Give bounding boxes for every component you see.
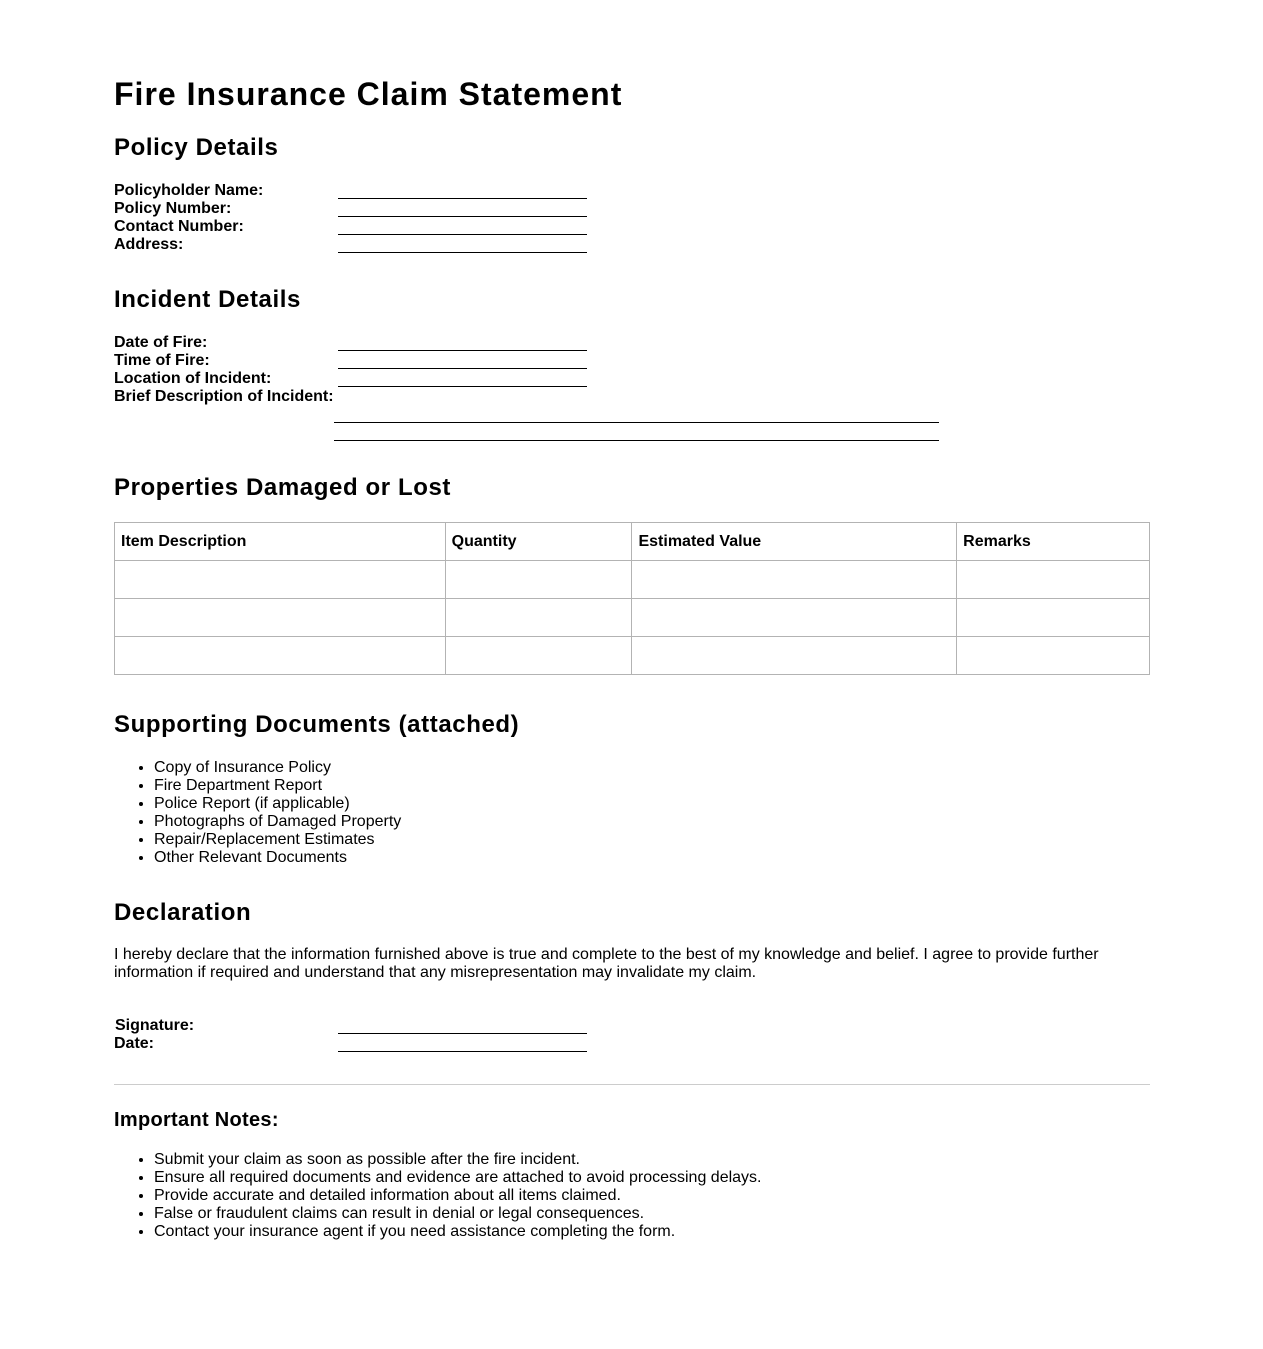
policy-details-heading: Policy Details — [114, 134, 279, 161]
incident-details-heading: Incident Details — [114, 286, 301, 313]
page-title: Fire Insurance Claim Statement — [114, 76, 623, 112]
column-header: Estimated Value — [632, 523, 957, 561]
important-notes-heading: Important Notes: — [114, 1109, 279, 1131]
table-cell[interactable] — [115, 561, 446, 599]
table-row — [115, 637, 1150, 675]
table-cell[interactable] — [115, 637, 446, 675]
signature-field[interactable] — [114, 1017, 594, 1035]
list-item: • Provide accurate and detailed information about all items claimed. — [154, 1187, 761, 1205]
list-item: • Police Report (if applicable) — [154, 795, 401, 813]
table-cell[interactable] — [632, 561, 957, 599]
field-underline[interactable] — [338, 368, 587, 369]
description-line-1[interactable] — [334, 422, 939, 423]
list-item: • Other Relevant Documents — [154, 849, 401, 867]
table-cell[interactable] — [445, 599, 632, 637]
list-item: • Copy of Insurance Policy — [154, 759, 401, 777]
policy-number-field[interactable] — [114, 200, 594, 218]
column-header: Quantity — [445, 523, 632, 561]
field-label: Signature: — [115, 1017, 195, 1034]
table-cell[interactable] — [445, 561, 632, 599]
field-underline[interactable] — [338, 1051, 587, 1052]
field-label: Address: — [114, 236, 184, 253]
table-cell[interactable] — [957, 637, 1150, 675]
list-item: • Contact your insurance agent if you need assistance completing the form. — [154, 1223, 761, 1241]
properties-heading: Properties Damaged or Lost — [114, 474, 452, 501]
column-header: Remarks — [957, 523, 1150, 561]
list-item: • Ensure all required documents and evidence are attached to avoid processing delays. — [154, 1169, 761, 1187]
table-cell[interactable] — [115, 599, 446, 637]
declaration-text: I hereby declare that the information furnished above is true and complete to the best of my knowledge and belief. I agree to provide further information if required and understand that any misrepresentation may invalidate my claim. — [114, 946, 1099, 981]
field-label: Policyholder Name: — [114, 182, 264, 199]
address-field[interactable] — [114, 236, 594, 254]
contact-number-field[interactable] — [114, 218, 594, 236]
table-cell[interactable] — [957, 599, 1150, 637]
table-cell[interactable] — [632, 599, 957, 637]
list-item: • False or fraudulent claims can result in denial or legal consequences. — [154, 1205, 761, 1223]
incident-description-field — [114, 388, 594, 406]
table-row — [115, 561, 1150, 599]
field-underline[interactable] — [338, 350, 587, 351]
table-cell[interactable] — [957, 561, 1150, 599]
date-field[interactable] — [114, 1035, 594, 1053]
documents-list — [114, 759, 401, 867]
field-label: Location of Incident: — [114, 370, 272, 387]
policyholder-name-field[interactable] — [114, 182, 594, 200]
field-underline[interactable] — [338, 1033, 587, 1034]
table-row — [115, 599, 1150, 637]
field-underline[interactable] — [338, 234, 587, 235]
description-line-2[interactable] — [334, 440, 939, 441]
field-label: Time of Fire: — [114, 352, 210, 369]
list-item: • Submit your claim as soon as possible after the fire incident. — [154, 1151, 761, 1169]
field-label: Date of Fire: — [114, 334, 208, 351]
field-underline[interactable] — [338, 198, 587, 199]
list-item: • Photographs of Damaged Property — [154, 813, 401, 831]
table-cell[interactable] — [632, 637, 957, 675]
field-underline[interactable] — [338, 386, 587, 387]
table-cell[interactable] — [445, 637, 632, 675]
field-label: Policy Number: — [114, 200, 232, 217]
field-label: Brief Description of Incident: — [114, 388, 334, 405]
field-label: Contact Number: — [114, 218, 244, 235]
list-item: • Fire Department Report — [154, 777, 401, 795]
time-of-fire-field[interactable] — [114, 352, 594, 370]
field-label: Date: — [114, 1035, 155, 1052]
column-header: Item Description — [115, 523, 446, 561]
table-header-row — [115, 523, 1150, 561]
supporting-documents-heading: Supporting Documents (attached) — [114, 711, 520, 738]
properties-table — [114, 522, 1150, 675]
notes-list — [114, 1151, 761, 1241]
divider — [114, 1084, 1150, 1085]
list-item: • Repair/Replacement Estimates — [154, 831, 401, 849]
field-underline[interactable] — [338, 252, 587, 253]
location-of-incident-field[interactable] — [114, 370, 594, 388]
declaration-heading: Declaration — [114, 899, 252, 926]
field-underline[interactable] — [338, 216, 587, 217]
date-of-fire-field[interactable] — [114, 334, 594, 352]
